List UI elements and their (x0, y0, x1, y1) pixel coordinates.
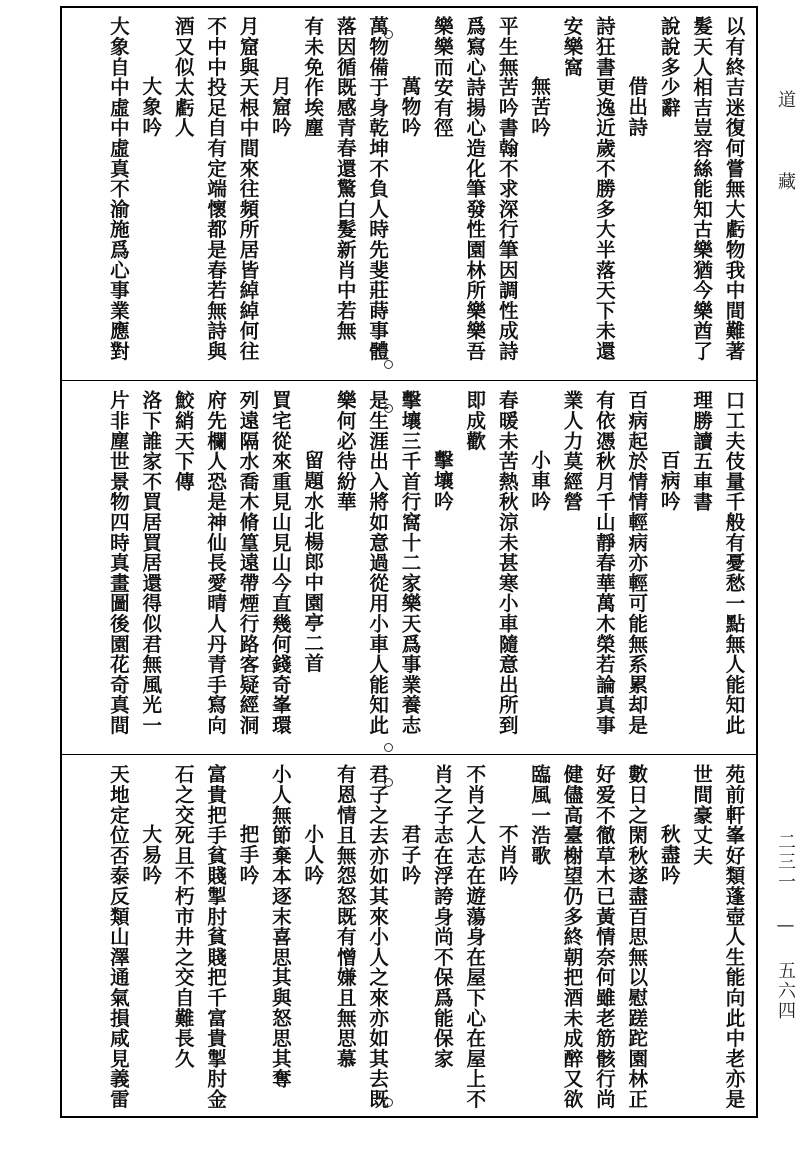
text-column: 把手吟 (236, 824, 260, 885)
text-column: 月窟吟 (268, 76, 292, 137)
text-column: 不中中投足自有定端懷都是春若無詩與 (204, 16, 228, 362)
text-column: 理勝讀五車書 (690, 390, 714, 512)
text-column: 萬物備于身乾坤不負人時先斐莊蒔事體 (366, 16, 390, 362)
text-column: 健儘高臺榭望仍多終朝把酒未成醉又欲 (560, 764, 584, 1110)
text-column: 苑前軒峯好類蓬壺人生能向此中老亦是 (722, 764, 746, 1110)
text-column: 詩狂書更逸近歲不勝多大半落天下未還 (592, 16, 616, 362)
text-column: 好爱不徹草木已黃情奈何雖老筋骸行尚 (592, 764, 616, 1110)
text-column: 富貴把手貧賤掣肘貧賤把千富貴掣肘金 (204, 764, 228, 1110)
text-column: 樂樂而安有徑 (430, 16, 454, 138)
text-column: 天地定位否泰反類山澤通氣損咸見義雷 (106, 764, 130, 1110)
text-column: 世間豪丈夫 (690, 764, 714, 866)
text-column: 大易吟 (139, 824, 163, 885)
text-column: 擊壤吟 (430, 450, 454, 511)
text-column: 君子之去亦如其來小人之來亦如其去既 (366, 764, 390, 1110)
text-column: 小車吟 (528, 450, 552, 511)
text-column: 肖之子志在浮誇身尚不保爲能保家 (430, 764, 454, 1069)
text-column: 有未免作埃塵 (301, 16, 325, 138)
text-column: 酒又似太虧人 (171, 16, 195, 138)
punctuation-circle (384, 1098, 393, 1107)
text-column: 大象吟 (139, 76, 163, 137)
text-column: 有依憑秋月千山靜春華萬木榮若論真事 (592, 390, 616, 736)
text-column: 府先欄人恐是神仙長愛晴人丹青手寫向 (204, 390, 228, 736)
punctuation-circle (384, 404, 393, 413)
text-column: 留題水北楊郎中園亭二首 (301, 450, 325, 674)
text-column: 列遠隔水喬木脩篁遠帶煙行路客疑經洞 (236, 390, 260, 736)
text-column: 是生涯出入將如意過從用小車人能知此 (366, 390, 390, 736)
text-column: 百病吟 (657, 450, 681, 511)
text-column: 大象自中虛中虛真不渝施爲心事業應對 (106, 16, 130, 362)
text-column: 萬物吟 (398, 76, 422, 137)
text-column: 小人無節棄本逐末喜思其與怒思其奪 (268, 764, 292, 1089)
text-column: 鮫綃天下傳 (171, 390, 195, 492)
text-column: 擊壤三千首行窩十二家樂天爲事業養志 (398, 390, 422, 736)
page-frame (60, 6, 758, 1118)
text-column: 百病起於情情輕病亦輕可能無系累却是 (625, 390, 649, 736)
text-column: 有恩情且無怨怒既有憎嫌且無思慕 (333, 764, 357, 1069)
text-column: 無苦吟 (528, 76, 552, 137)
text-column: 樂何必待紛華 (333, 390, 357, 512)
text-column: 數日之閑秋遂盡百思無以慰蹉跎園林正 (625, 764, 649, 1110)
text-column: 君子吟 (398, 824, 422, 885)
punctuation-circle (384, 778, 393, 787)
text-column: 爲寫心詩揚心造化筆發性園林所樂樂吾 (463, 16, 487, 362)
text-column: 小人吟 (301, 824, 325, 885)
text-column: 口工夫伎量千般有憂愁一點無人能知此 (722, 390, 746, 736)
margin-label-top: 道 (775, 90, 796, 112)
text-column: 落因循既感青春還驚白髮新肖中若無 (333, 16, 357, 341)
text-column: 月窟與天根中間來往頻所居皆綽綽何往 (236, 16, 260, 362)
text-column: 不肖之人志在遊蕩身在屋下心在屋上不 (463, 764, 487, 1110)
text-column: 買宅從來重見山見山今直幾何錢奇峯環 (268, 390, 292, 736)
text-column: 說說多少辭 (657, 16, 681, 118)
margin-label-second: 藏 (775, 172, 796, 194)
punctuation-circle (384, 743, 393, 752)
punctuation-circle (384, 360, 393, 369)
text-column: 片非塵世景物四時真畫圖後園花奇真間 (106, 390, 130, 736)
text-column: 平生無苦吟書翰不求深行筆因調性成詩 (495, 16, 519, 362)
text-column: 不肖吟 (495, 824, 519, 885)
text-column: 以有終吉迷復何嘗無大虧物我中間難著 (722, 16, 746, 362)
text-column: 借出詩 (625, 76, 649, 137)
text-column: 安樂窩 (560, 16, 584, 77)
text-column: 石之交死且不朽市井之交自難長久 (171, 764, 195, 1069)
page-number: 二三一 — 五六四 (775, 832, 796, 1021)
punctuation-circle (384, 30, 393, 39)
text-column: 髮天人相吉豈容絲能知古樂猶今樂酋了 (690, 16, 714, 362)
text-column: 臨風一浩歌 (528, 764, 552, 866)
text-column: 洛下誰家不買居買居還得似君無風光一 (139, 390, 163, 736)
text-column: 春暖未苦熱秋涼未甚寒小車隨意出所到 (495, 390, 519, 736)
text-column: 業人力莫經營 (560, 390, 584, 512)
band-divider-2 (62, 754, 756, 755)
text-column: 秋盡吟 (657, 824, 681, 885)
text-column: 即成歡 (463, 390, 487, 451)
